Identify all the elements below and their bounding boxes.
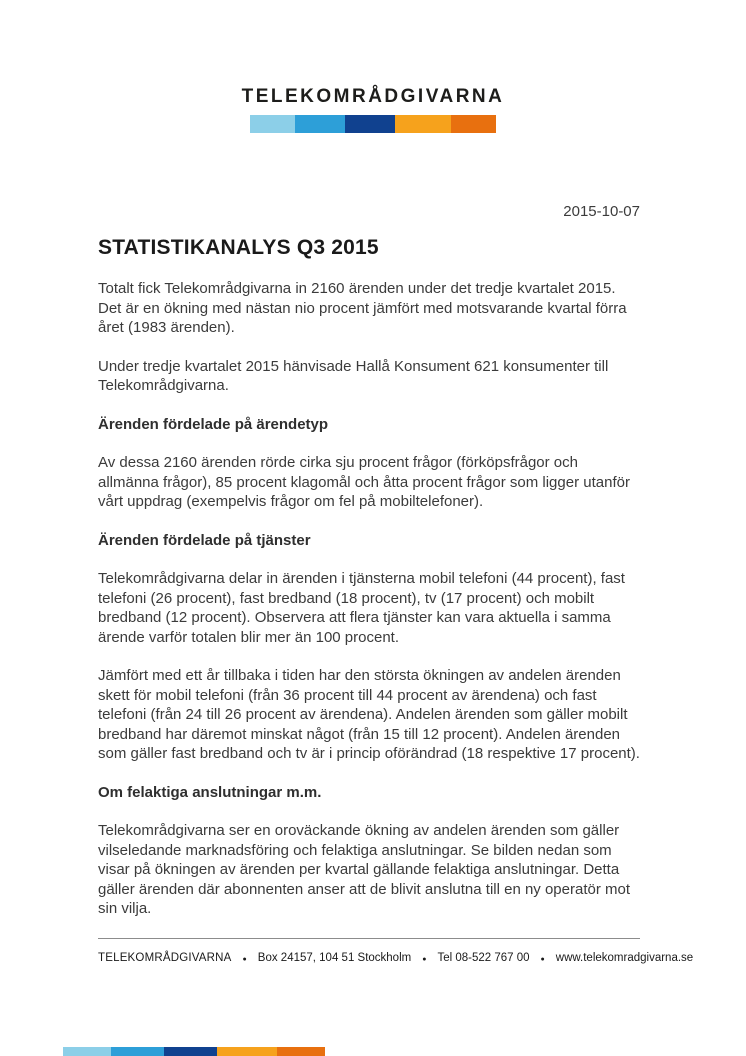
footer-bullet-icon: ● [422,955,427,963]
footer-org-name: TELEKOMRÅDGIVARNA [98,952,232,964]
document-footer [98,938,694,964]
logo-wordmark: TELEKOMRÅDGIVARNA [241,86,505,107]
paragraph-incorrect-connections: Telekområdgivarna ser en oroväckande ökning av andelen ärenden som gäller vilseledande marknadsföring och felaktiga anslutningar. Se bilden nedan som visar på ökningen av ärenden per kvartal gällande felaktiga anslutningar. Detta gäller ärenden där abonnenten anser att de blivit anslutna till en ny operatör mot sin vilja. [98,822,631,917]
bottom-bar-segment-medium-blue [111,1047,164,1056]
paragraph-case-types: Av dessa 2160 ärenden rörde cirka sju procent frågor (förköpsfrågor och allmänna frågor), 85 procent klagomål och åtta procent frågor som ligger utanför vårt uppdrag (exempelvis frågor om fel på mobiltelefoner). [98,454,630,510]
bottom-bar-segment-dark-orange [277,1047,325,1056]
heading-incorrect-connections: Om felaktiga anslutningar m.m. [98,783,322,801]
logo-bar-segment-dark-orange [451,115,496,133]
logo-bar-segment-medium-blue [295,115,345,133]
document-body [98,203,640,919]
logo-color-bar [250,115,496,133]
paragraph-services-comparison: Jämfört med ett år tillbaka i tiden har den största ökningen av andelen ärenden skett för mobil telefoni (från 36 procent till 44 procent av ärendena) och fast telefoni (från 24 till 26 procent av ärendena). Andelen ärenden som gäller mobilt bredband har däremot minskat något (från 15 till 12 procent). Andelen ärenden som gäller fast bredband och tv är i princip oförändrad (18 respektive 17 procent). [98,667,640,762]
document-date: 2015-10-07 [563,203,640,220]
footer-bullet-icon: ● [540,955,545,963]
logo-bar-segment-orange [395,115,451,133]
logo-header [0,0,746,133]
heading-case-types: Ärenden fördelade på ärendetyp [98,415,329,433]
next-page-color-bar [63,1047,325,1056]
paragraph-services: Telekområdgivarna delar in ärenden i tjänsterna mobil telefoni (44 procent), fast telefoni (26 procent), fast bredband (18 procent), tv (17 procent) och mobilt bredband (12 procent). Observera att flera tjänster kan vara aktuella i samma ärende varför totalen blir mer än 100 procent. [98,570,625,646]
bottom-bar-segment-light-blue [63,1047,111,1056]
footer-address: Box 24157, 104 51 Stockholm [257,952,412,964]
logo-bar-segment-dark-blue [345,115,395,133]
heading-services: Ärenden fördelade på tjänster [98,531,311,549]
paragraph-halla-konsument: Under tredje kvartalet 2015 hänvisade Hallå Konsument 621 konsumenter till Telekområdgivarna. [98,357,609,394]
document-title: STATISTIKANALYS Q3 2015 [98,236,379,259]
paragraph-total-cases: Totalt fick Telekområdgivarna in 2160 ärenden under det tredje kvartalet 2015. Det är en ökning med nästan nio procent jämfört med motsvarande kvartal förra året (1983 ärenden). [98,280,627,336]
bottom-bar-segment-dark-blue [164,1047,217,1056]
bottom-bar-segment-orange [217,1047,277,1056]
footer-phone: Tel 08-522 767 00 [437,952,530,964]
footer-bullet-icon: ● [242,955,247,963]
logo-bar-segment-light-blue [250,115,295,133]
footer-website-link[interactable]: www.telekomradgivarna.se [555,952,694,964]
